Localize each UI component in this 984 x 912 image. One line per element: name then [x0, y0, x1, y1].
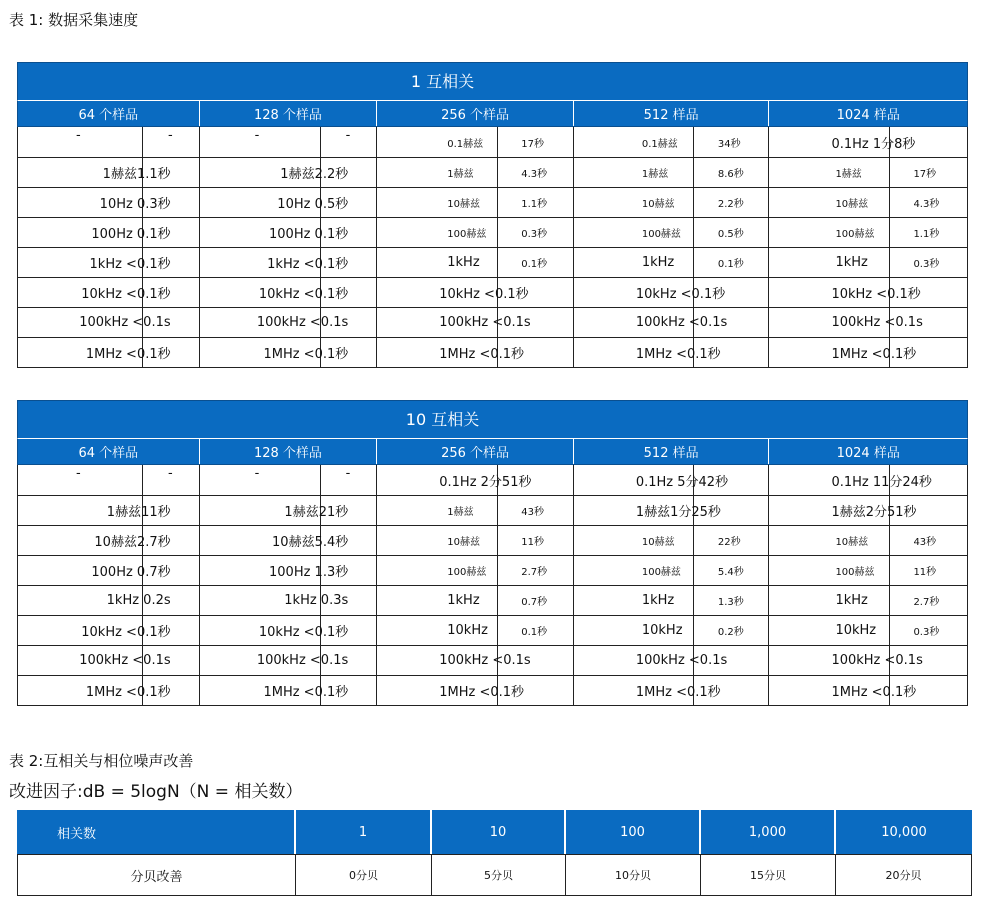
- table-cell: [18, 465, 200, 495]
- cell-divider: [497, 586, 498, 615]
- cell-value: 10赫兹: [447, 199, 480, 210]
- table-cell: [377, 308, 574, 337]
- table-cell: 15分贝: [701, 854, 836, 896]
- cell-divider: [497, 248, 498, 277]
- cell-value: 10赫兹2.7秒: [94, 535, 171, 550]
- cell-value: 1赫兹: [447, 169, 474, 180]
- table-cell: [18, 248, 200, 277]
- table-cell: [769, 158, 967, 187]
- table-row: [18, 495, 967, 525]
- table-cell: [769, 526, 967, 555]
- table-cell: [200, 496, 378, 525]
- cell-value: 1赫兹: [447, 507, 474, 518]
- cell-value: 10kHz <0.1秒: [635, 287, 726, 302]
- table-body: [17, 465, 968, 706]
- cell-value: 0.7秒: [521, 597, 548, 608]
- cell-value: 0.1Hz 2分51秒: [439, 474, 532, 490]
- header-cell: 相关数: [17, 810, 296, 854]
- table-cell: [377, 616, 574, 645]
- cell-value: 10赫兹: [835, 537, 869, 548]
- table-cell: [769, 556, 967, 585]
- cell-value: 43秒: [913, 537, 937, 548]
- table-cell: [769, 496, 967, 525]
- table-cell: [769, 465, 967, 495]
- cell-value: 1赫兹1.1秒: [102, 167, 171, 182]
- table1-caption: 表 1: 数据采集速度: [9, 11, 139, 29]
- cell-value: 1kHz: [835, 593, 868, 608]
- table-row: [18, 307, 967, 337]
- table-cell: 10分贝: [566, 854, 701, 896]
- cell-value: 1赫兹11秒: [106, 505, 171, 520]
- table-body: [17, 127, 968, 368]
- table-cell: [574, 308, 770, 337]
- cell-value: 17秒: [913, 169, 937, 180]
- table-cell: [18, 188, 200, 217]
- cell-value: 100kHz <0.1s: [635, 653, 728, 668]
- cell-value: 10kHz <0.1秒: [81, 287, 171, 302]
- cell-value: 100Hz 1.3秒: [269, 565, 349, 580]
- cell-value: 100kHz <0.1s: [831, 653, 923, 668]
- cell-value: 11秒: [521, 537, 544, 548]
- table-cell: [18, 338, 200, 367]
- table-row: [18, 525, 967, 555]
- table-cell: [574, 526, 770, 555]
- cell-value: 10Hz 0.5秒: [277, 197, 349, 212]
- cell-divider: [693, 188, 694, 217]
- cell-value: 1kHz: [641, 255, 675, 270]
- table-cell: [377, 586, 574, 615]
- cell-value: 0.1Hz 11分24秒: [831, 474, 932, 490]
- cell-divider: [693, 556, 694, 585]
- table-cell: [18, 556, 200, 585]
- table-row: [18, 217, 967, 247]
- table-title: 10 互相关: [17, 400, 968, 438]
- table-cell: [574, 188, 770, 217]
- cell-value: 1赫兹21秒: [284, 505, 349, 520]
- cell-value: 0.3秒: [521, 229, 548, 240]
- table-cell: [769, 308, 967, 337]
- table-cell: [769, 646, 967, 675]
- cell-value: 0.1赫兹: [641, 138, 678, 150]
- cell-value: 10赫兹: [641, 537, 675, 548]
- table-cell: [769, 218, 967, 247]
- table-cell: [574, 496, 770, 525]
- cell-divider: [889, 616, 890, 645]
- table-cell: [377, 556, 574, 585]
- cell-value: 100Hz 0.1秒: [269, 227, 349, 242]
- table-cell: [574, 218, 770, 247]
- cell-divider: [693, 158, 694, 187]
- table-cell: [200, 278, 378, 307]
- table-cell: [377, 188, 574, 217]
- cell-value: 1MHz <0.1秒: [85, 347, 171, 362]
- table-cell: [574, 278, 770, 307]
- column-header: 1024 样品: [836, 446, 900, 461]
- table-cell: [200, 127, 378, 157]
- cell-value: 10赫兹: [447, 537, 480, 548]
- table-cell: [769, 278, 967, 307]
- column-header: 128 个样品: [200, 439, 378, 464]
- cell-value: 2.7秒: [913, 597, 940, 608]
- cell-value: 1MHz <0.1秒: [263, 685, 349, 700]
- table-cell: [18, 586, 200, 615]
- table-1-correlation: [17, 62, 968, 368]
- cell-value: 8.6秒: [717, 169, 744, 180]
- table-cell: [18, 496, 200, 525]
- cell-divider: [693, 218, 694, 247]
- table-cell: [377, 248, 574, 277]
- column-header: 1024 样品: [836, 108, 900, 123]
- table-row: [18, 277, 967, 307]
- formula-line: 改进因子:dB = 5logN（N = 相关数）: [9, 782, 303, 802]
- cell-value: 10赫兹: [641, 199, 675, 210]
- cell-value: 100赫兹: [835, 229, 875, 240]
- cell-value: -: [168, 128, 173, 143]
- cell-divider: [889, 218, 890, 247]
- cell-value: 0.3秒: [913, 259, 940, 270]
- cell-value: 100kHz <0.1s: [439, 315, 531, 330]
- column-headers: [17, 100, 968, 127]
- cell-divider: [320, 465, 321, 495]
- table-row: [18, 157, 967, 187]
- cell-divider: [889, 158, 890, 187]
- table-cell: [769, 616, 967, 645]
- cell-value: 10kHz: [641, 623, 683, 638]
- table-cell: [18, 158, 200, 187]
- table-title: 1 互相关: [17, 62, 968, 100]
- table-cell: [377, 338, 574, 367]
- table-cell: 0分贝: [296, 854, 432, 896]
- table-cell: [769, 248, 967, 277]
- column-header: 512 样品: [574, 101, 770, 126]
- table-row: [18, 337, 967, 367]
- cell-value: 1MHz <0.1秒: [831, 347, 917, 362]
- table-cell: [377, 676, 574, 705]
- table-cell: 5分贝: [432, 854, 566, 896]
- cell-value: 1MHz <0.1秒: [635, 347, 721, 362]
- cell-value: 100Hz 0.7秒: [91, 565, 171, 580]
- cell-value: 1kHz: [641, 593, 675, 608]
- cell-value: 4.3秒: [913, 199, 940, 210]
- cell-value: -: [168, 466, 173, 481]
- table-cell: [574, 646, 770, 675]
- cell-value: 1MHz <0.1秒: [263, 347, 349, 362]
- column-header: 64 个样品: [18, 101, 200, 126]
- column-header: 512 样品: [574, 439, 770, 464]
- table-cell: [200, 646, 378, 675]
- table-10-correlation: [17, 400, 968, 706]
- header-cell: 10: [432, 810, 566, 854]
- cell-value: 0.5秒: [717, 229, 744, 240]
- cell-divider: [693, 616, 694, 645]
- cell-divider: [889, 248, 890, 277]
- cell-value: 11秒: [913, 567, 937, 578]
- table-cell: [377, 496, 574, 525]
- cell-value: 10kHz: [447, 623, 488, 638]
- cell-value: 22秒: [717, 537, 741, 548]
- table-cell: [200, 465, 378, 495]
- cell-value: 1kHz 0.3s: [284, 593, 349, 608]
- table-cell: [574, 465, 770, 495]
- cell-divider: [497, 158, 498, 187]
- cell-divider: [889, 188, 890, 217]
- cell-value: 17秒: [521, 138, 544, 150]
- table-row: [18, 465, 967, 495]
- cell-value: 1赫兹2.2秒: [280, 167, 349, 182]
- cell-value: 1kHz <0.1秒: [267, 257, 349, 272]
- cell-divider: [693, 248, 694, 277]
- table-cell: 20分贝: [836, 854, 972, 896]
- table-cell: [574, 616, 770, 645]
- cell-value: 0.1Hz 1分8秒: [831, 136, 916, 152]
- cell-value: 100赫兹: [641, 567, 681, 578]
- cell-divider: [497, 127, 498, 157]
- cell-divider: [497, 616, 498, 645]
- cell-value: 1.1秒: [521, 199, 548, 210]
- cell-value: 100赫兹: [835, 567, 875, 578]
- cell-divider: [693, 526, 694, 555]
- cell-value: 5.4秒: [717, 567, 744, 578]
- cell-value: -: [76, 466, 81, 481]
- table-cell: [769, 338, 967, 367]
- cell-value: 100赫兹: [447, 567, 487, 578]
- cell-value: 2.2秒: [717, 199, 744, 210]
- cell-value: 1kHz <0.1秒: [89, 257, 171, 272]
- table-row: [18, 615, 967, 645]
- cell-value: 0.1赫兹: [447, 138, 484, 150]
- table-cell: [18, 676, 200, 705]
- cell-value: 10kHz <0.1秒: [831, 287, 921, 302]
- table-2-noise-improvement: [17, 810, 972, 896]
- cell-value: 1赫兹1分25秒: [635, 505, 721, 520]
- header-cell: 10,000: [836, 810, 972, 854]
- cell-divider: [889, 586, 890, 615]
- cell-value: 1MHz <0.1秒: [439, 685, 525, 700]
- table-cell: [574, 127, 770, 157]
- cell-value: 34秒: [717, 138, 741, 150]
- row-label: 分贝改善: [17, 854, 296, 896]
- table-cell: [769, 127, 967, 157]
- table-row: [18, 127, 967, 157]
- table-cell: [200, 616, 378, 645]
- table-cell: [574, 248, 770, 277]
- cell-divider: [889, 556, 890, 585]
- cell-divider: [142, 465, 143, 495]
- cell-value: -: [254, 466, 260, 481]
- cell-value: 10kHz: [835, 623, 877, 638]
- table-cell: [377, 218, 574, 247]
- table-cell: [769, 586, 967, 615]
- cell-value: 2.7秒: [521, 567, 548, 578]
- cell-value: 0.1Hz 5分42秒: [635, 474, 729, 490]
- table2-data-row: [17, 854, 972, 896]
- cell-value: 0.1秒: [521, 259, 548, 270]
- table-cell: [377, 465, 574, 495]
- cell-value: 100kHz <0.1s: [256, 315, 349, 330]
- table-row: [18, 675, 967, 705]
- cell-value: 0.1秒: [521, 627, 548, 638]
- cell-value: 1MHz <0.1秒: [439, 347, 525, 362]
- cell-divider: [497, 188, 498, 217]
- cell-value: 10赫兹5.4秒: [272, 535, 349, 550]
- cell-value: 1kHz: [447, 593, 480, 608]
- table-cell: [377, 278, 574, 307]
- cell-divider: [497, 556, 498, 585]
- table-row: [18, 555, 967, 585]
- cell-value: 100赫兹: [447, 229, 487, 240]
- cell-value: 100kHz <0.1s: [256, 653, 349, 668]
- table-cell: [18, 218, 200, 247]
- cell-divider: [889, 526, 890, 555]
- cell-divider: [497, 218, 498, 247]
- table-row: [18, 187, 967, 217]
- table-cell: [200, 556, 378, 585]
- cell-value: 1kHz: [447, 255, 480, 270]
- cell-value: 0.1秒: [717, 259, 744, 270]
- table-cell: [200, 586, 378, 615]
- cell-value: 10kHz <0.1秒: [81, 625, 171, 640]
- cell-value: -: [254, 128, 260, 143]
- column-header: 64 个样品: [18, 439, 200, 464]
- column-header: 256 个样品: [377, 101, 574, 126]
- cell-value: 4.3秒: [521, 169, 548, 180]
- table-cell: [377, 127, 574, 157]
- table-cell: [574, 556, 770, 585]
- table-cell: [769, 188, 967, 217]
- cell-value: 10赫兹: [835, 199, 869, 210]
- cell-value: -: [345, 466, 351, 481]
- table-cell: [200, 248, 378, 277]
- table-cell: [200, 188, 378, 217]
- table-cell: [200, 676, 378, 705]
- cell-value: 10Hz 0.3秒: [99, 197, 171, 212]
- cell-value: 1.3秒: [717, 597, 744, 608]
- cell-value: -: [76, 128, 81, 143]
- cell-value: 10kHz <0.1秒: [258, 625, 349, 640]
- header-cell: 100: [566, 810, 701, 854]
- header-cell: 1,000: [701, 810, 836, 854]
- table-cell: [200, 338, 378, 367]
- column-header: 256 个样品: [377, 439, 574, 464]
- table-cell: [200, 308, 378, 337]
- cell-divider: [142, 127, 143, 157]
- table-cell: [200, 218, 378, 247]
- table-cell: [574, 338, 770, 367]
- cell-value: 100Hz 0.1秒: [91, 227, 171, 242]
- cell-value: 100kHz <0.1s: [635, 315, 728, 330]
- table-row: [18, 247, 967, 277]
- table-cell: [769, 676, 967, 705]
- cell-divider: [497, 496, 498, 525]
- table-cell: [574, 586, 770, 615]
- cell-value: 100kHz <0.1s: [831, 315, 923, 330]
- table-cell: [18, 616, 200, 645]
- cell-divider: [497, 526, 498, 555]
- table-cell: [200, 526, 378, 555]
- cell-divider: [320, 127, 321, 157]
- table-cell: [574, 158, 770, 187]
- cell-value: 0.2秒: [717, 627, 744, 638]
- cell-value: 0.3秒: [913, 627, 940, 638]
- table-cell: [18, 646, 200, 675]
- table-cell: [574, 676, 770, 705]
- header-cell: 1: [296, 810, 432, 854]
- column-headers: [17, 438, 968, 465]
- cell-value: 100kHz <0.1s: [79, 315, 171, 330]
- table-cell: [18, 278, 200, 307]
- cell-value: 1MHz <0.1秒: [635, 685, 721, 700]
- cell-value: 100赫兹: [641, 229, 681, 240]
- cell-value: 1MHz <0.1秒: [831, 685, 917, 700]
- table2-caption: 表 2:互相关与相位噪声改善: [9, 752, 194, 770]
- cell-value: 1MHz <0.1秒: [85, 685, 171, 700]
- table-cell: [18, 526, 200, 555]
- cell-value: 1赫兹2分51秒: [831, 505, 917, 520]
- table-cell: [377, 526, 574, 555]
- table-row: [18, 645, 967, 675]
- table-cell: [377, 646, 574, 675]
- table2-header-row: [17, 810, 972, 854]
- column-header: 128 个样品: [200, 101, 378, 126]
- cell-value: 1.1秒: [913, 229, 940, 240]
- cell-divider: [693, 127, 694, 157]
- table-cell: [18, 127, 200, 157]
- table-cell: [18, 308, 200, 337]
- table-row: [18, 585, 967, 615]
- cell-value: 100kHz <0.1s: [439, 653, 531, 668]
- cell-value: 1赫兹: [835, 169, 862, 180]
- cell-value: 1kHz 0.2s: [106, 593, 171, 608]
- cell-value: 1kHz: [835, 255, 868, 270]
- cell-value: 100kHz <0.1s: [79, 653, 171, 668]
- cell-value: -: [345, 128, 351, 143]
- cell-divider: [693, 586, 694, 615]
- cell-value: 43秒: [521, 507, 544, 518]
- table-cell: [200, 158, 378, 187]
- cell-value: 10kHz <0.1秒: [439, 287, 529, 302]
- table-cell: [377, 158, 574, 187]
- cell-value: 10kHz <0.1秒: [258, 287, 349, 302]
- cell-value: 1赫兹: [641, 169, 669, 180]
